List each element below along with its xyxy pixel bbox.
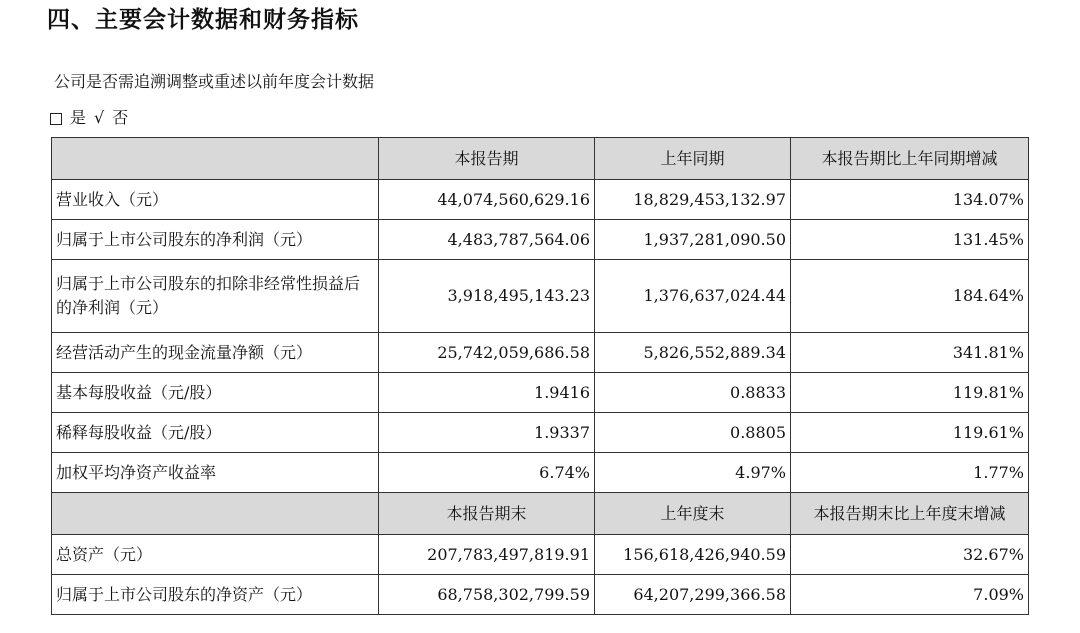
prior-period-value: 1,376,637,024.44 — [595, 260, 791, 333]
table-row — [52, 220, 1029, 260]
table-row — [52, 535, 1029, 575]
change-value: 7.09% — [791, 575, 1029, 615]
current-period-value: 25,742,059,686.58 — [379, 333, 595, 373]
prior-period-value: 0.8833 — [595, 373, 791, 413]
change-value: 134.07% — [791, 180, 1029, 220]
header-cell — [52, 138, 379, 180]
row-label: 加权平均净资产收益率 — [52, 453, 379, 493]
restatement-choice — [50, 106, 136, 130]
change-value: 1.77% — [791, 453, 1029, 493]
row-label: 总资产（元） — [52, 535, 379, 575]
restatement-question: 公司是否需追溯调整或重述以前年度会计数据 — [54, 72, 375, 91]
header-cell: 本报告期末 — [379, 493, 595, 535]
change-value: 119.81% — [791, 373, 1029, 413]
change-value: 184.64% — [791, 260, 1029, 333]
option-no: 否 — [112, 108, 129, 127]
current-period-value: 6.74% — [379, 453, 595, 493]
checkbox-icon — [50, 113, 62, 125]
check-mark-icon: √ — [94, 108, 105, 127]
table-row — [52, 180, 1029, 220]
row-label: 归属于上市公司股东的净利润（元） — [52, 220, 379, 260]
row-label: 基本每股收益（元/股） — [52, 373, 379, 413]
header-cell: 本报告期末比上年度末增减 — [791, 493, 1029, 535]
table-header-row — [52, 138, 1029, 180]
prior-period-value: 0.8805 — [595, 413, 791, 453]
table-row — [52, 413, 1029, 453]
row-label: 归属于上市公司股东的净资产（元） — [52, 575, 379, 615]
change-value: 32.67% — [791, 535, 1029, 575]
table-row — [52, 575, 1029, 615]
change-value: 119.61% — [791, 413, 1029, 453]
table-row — [52, 373, 1029, 413]
current-period-value: 1.9337 — [379, 413, 595, 453]
row-label: 经营活动产生的现金流量净额（元） — [52, 333, 379, 373]
change-value: 341.81% — [791, 333, 1029, 373]
row-label: 稀释每股收益（元/股） — [52, 413, 379, 453]
period-end-value: 207,783,497,819.91 — [379, 535, 595, 575]
header-cell: 上年度末 — [595, 493, 791, 535]
prior-year-end-value: 156,618,426,940.59 — [595, 535, 791, 575]
prior-period-value: 5,826,552,889.34 — [595, 333, 791, 373]
option-yes: 是 — [70, 108, 87, 127]
table-header-row — [52, 493, 1029, 535]
header-cell: 本报告期 — [379, 138, 595, 180]
header-cell: 上年同期 — [595, 138, 791, 180]
header-cell — [52, 493, 379, 535]
prior-period-value: 4.97% — [595, 453, 791, 493]
prior-period-value: 1,937,281,090.50 — [595, 220, 791, 260]
header-cell: 本报告期比上年同期增减 — [791, 138, 1029, 180]
current-period-value: 4,483,787,564.06 — [379, 220, 595, 260]
prior-year-end-value: 64,207,299,366.58 — [595, 575, 791, 615]
table-row — [52, 453, 1029, 493]
table-row — [52, 333, 1029, 373]
prior-period-value: 18,829,453,132.97 — [595, 180, 791, 220]
table-row — [52, 260, 1029, 333]
period-end-value: 68,758,302,799.59 — [379, 575, 595, 615]
current-period-value: 44,074,560,629.16 — [379, 180, 595, 220]
row-label: 归属于上市公司股东的扣除非经常性损益后的净利润（元） — [52, 260, 379, 333]
row-label: 营业收入（元） — [52, 180, 379, 220]
current-period-value: 3,918,495,143.23 — [379, 260, 595, 333]
section-title: 四、主要会计数据和财务指标 — [47, 7, 359, 33]
current-period-value: 1.9416 — [379, 373, 595, 413]
financial-indicators-table — [51, 137, 1029, 615]
change-value: 131.45% — [791, 220, 1029, 260]
